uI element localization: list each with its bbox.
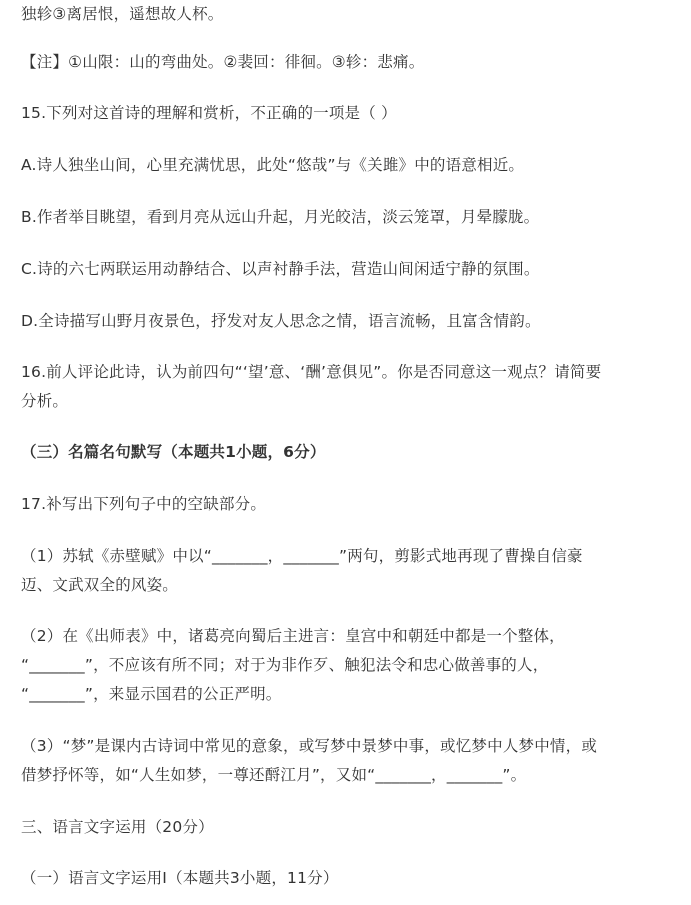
poem-notes: 【注】①山限：山的弯曲处。②裴回：徘徊。③轸：悲痛。: [21, 53, 425, 71]
poem-last-line: 独轸③离居恨，遥想故人杯。: [21, 5, 224, 23]
question-16-cont: 分析。: [21, 392, 69, 410]
question-17-part-3-cont: 借梦抒怀等，如“人生如梦，一尊还酹江月”，又如“_______，_______”。: [21, 766, 527, 784]
subsection-1-heading: （一）语言文字运用Ⅰ（本题共3小题，11分）: [21, 869, 339, 887]
question-17-part-2-cont1: “_______”，不应该有所不同；对于为非作歹、触犯法令和忠心做善事的人，: [21, 656, 549, 674]
question-17-part-1-cont: 迈、文武双全的风姿。: [21, 576, 179, 594]
section-3-heading: （三）名篇名句默写（本题共1小题，6分）: [21, 443, 326, 461]
option-a: A.诗人独坐山间，心里充满忧思，此处“悠哉”与《关雎》中的语意相近。: [21, 156, 525, 174]
part-3-heading: 三、语言文字运用（20分）: [21, 818, 214, 836]
question-17: 17.补写出下列句子中的空缺部分。: [21, 495, 267, 513]
option-c: C.诗的六七两联运用动静结合、以声衬静手法，营造山间闲适宁静的氛围。: [21, 260, 540, 278]
question-15: 15.下列对这首诗的理解和赏析，不正确的一项是（ ）: [21, 104, 397, 122]
question-17-part-2-cont2: “_______”，来显示国君的公正严明。: [21, 685, 282, 703]
question-17-part-1: （1）苏轼《赤壁赋》中以“_______，_______”两句，剪影式地再现了曹操自信豪: [21, 547, 583, 565]
question-16: 16.前人评论此诗，认为前四句“‘望’意、‘酬’意俱见”。你是否同意这一观点？请简要: [21, 363, 602, 381]
question-17-part-3: （3）“梦”是课内古诗词中常见的意象，或写梦中景梦中事，或忆梦中人梦中情，或: [21, 737, 598, 755]
question-17-part-2: （2）在《出师表》中，诸葛亮向蜀后主进言：皇宫中和朝廷中都是一个整体，: [21, 627, 565, 645]
option-d: D.全诗描写山野月夜景色，抒发对友人思念之情，语言流畅，且富含情韵。: [21, 312, 541, 330]
option-b: B.作者举目眺望，看到月亮从远山升起，月光皎洁，淡云笼罩，月晕朦胧。: [21, 208, 540, 226]
